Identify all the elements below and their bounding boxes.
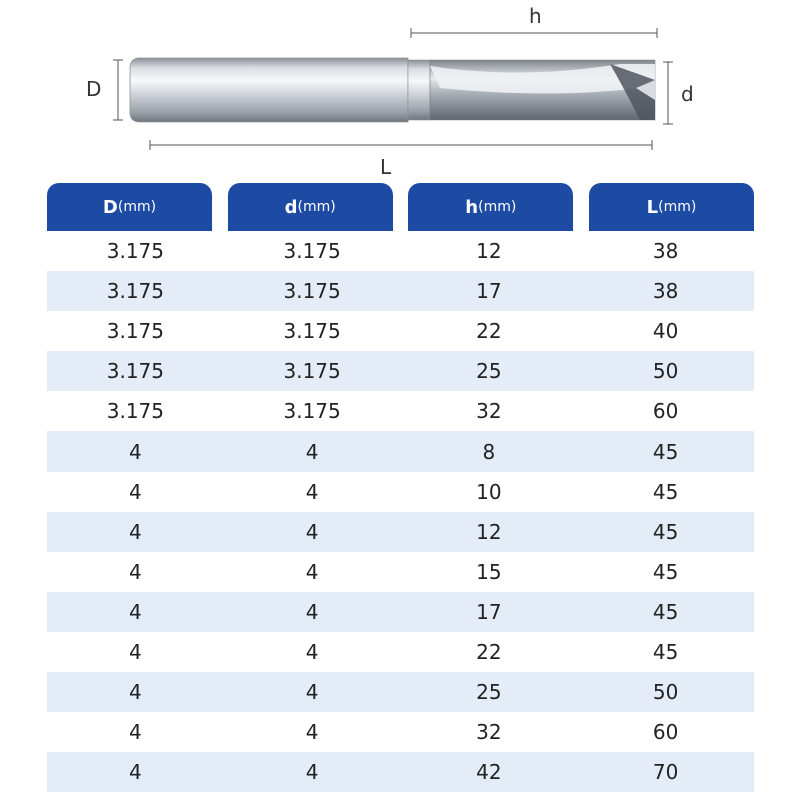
cell-L: 60 [652, 399, 679, 424]
cell-h: 17 [476, 279, 502, 304]
table-row [47, 391, 754, 431]
cell-d: 4 [305, 680, 319, 705]
tool-flute [430, 60, 655, 120]
dimension-h [411, 28, 657, 38]
cell-d: 4 [305, 439, 319, 464]
header-D [47, 183, 212, 231]
header-unit: (mm) [478, 199, 517, 215]
cell-d: 4 [305, 720, 319, 745]
cell-h: 25 [476, 680, 502, 705]
cell-L: 45 [652, 639, 679, 664]
cell-D: 3.175 [106, 359, 164, 384]
cell-h: 15 [476, 559, 502, 584]
cell-d: 4 [305, 479, 319, 504]
header-unit: (mm) [297, 199, 336, 215]
cell-h: 12 [476, 519, 502, 544]
label-L: L [380, 155, 392, 179]
cell-h: 32 [476, 720, 502, 745]
cell-d: 4 [305, 519, 319, 544]
header-unit: (mm) [117, 199, 157, 215]
cell-h: 25 [476, 359, 502, 384]
table-row [47, 552, 754, 592]
tool-neck [408, 60, 430, 120]
header-symbol: L [646, 196, 659, 218]
cell-d: 3.175 [283, 279, 341, 304]
cell-L: 38 [652, 279, 679, 304]
table-row [47, 512, 754, 552]
cell-D: 3.175 [106, 399, 164, 424]
table-row [47, 431, 754, 471]
end-mill-diagram [0, 0, 800, 180]
cell-D: 4 [129, 760, 142, 785]
cell-h: 22 [476, 319, 502, 344]
dimension-D [113, 60, 123, 120]
cell-D: 4 [129, 559, 142, 584]
table-row [47, 311, 754, 351]
header-symbol: d [284, 196, 298, 218]
cell-d: 3.175 [283, 399, 341, 424]
cell-D: 4 [129, 519, 142, 544]
cell-L: 45 [652, 439, 679, 464]
cell-L: 50 [652, 359, 679, 384]
cell-d: 4 [305, 599, 319, 624]
cell-L: 45 [652, 479, 679, 504]
table-row [47, 351, 754, 391]
cell-d: 4 [305, 760, 319, 785]
cell-h: 17 [476, 599, 502, 624]
cell-h: 42 [476, 760, 502, 785]
header-h [408, 183, 573, 231]
table-header [47, 183, 754, 231]
cell-L: 50 [652, 680, 679, 705]
header-d [228, 183, 393, 231]
cell-L: 45 [652, 519, 679, 544]
cell-d: 4 [305, 559, 319, 584]
cell-L: 45 [652, 559, 679, 584]
cell-D: 3.175 [106, 239, 164, 264]
cell-L: 60 [652, 720, 679, 745]
table-row [47, 231, 754, 271]
cell-d: 3.175 [283, 319, 341, 344]
cell-D: 3.175 [106, 319, 164, 344]
cell-D: 4 [129, 639, 142, 664]
label-h: h [529, 4, 542, 28]
header-unit: (mm) [658, 199, 697, 215]
cell-L: 70 [652, 760, 679, 785]
table-row [47, 592, 754, 632]
label-d: d [681, 82, 694, 106]
cell-D: 4 [129, 680, 142, 705]
dimension-L [150, 140, 652, 150]
cell-D: 3.175 [106, 279, 164, 304]
cell-d: 3.175 [283, 239, 341, 264]
cell-D: 4 [129, 479, 142, 504]
table-row [47, 271, 754, 311]
cell-D: 4 [129, 720, 142, 745]
cell-d: 3.175 [283, 359, 341, 384]
header-symbol: D [102, 196, 118, 218]
label-D: D [86, 77, 102, 101]
cell-h: 12 [476, 239, 502, 264]
spec-table [47, 183, 754, 792]
cell-L: 40 [652, 319, 679, 344]
cell-L: 45 [652, 599, 679, 624]
cell-h: 22 [476, 639, 502, 664]
cell-h: 10 [476, 479, 502, 504]
table-row [47, 672, 754, 712]
cell-d: 4 [305, 639, 319, 664]
cell-D: 4 [129, 599, 142, 624]
cell-h: 8 [482, 439, 496, 464]
dimension-d [663, 62, 673, 124]
cell-D: 4 [129, 439, 142, 464]
cell-L: 38 [652, 239, 679, 264]
table-row [47, 752, 754, 792]
header-L [589, 183, 754, 231]
tool-shank [130, 58, 408, 122]
table-row [47, 712, 754, 752]
cell-h: 32 [476, 399, 502, 424]
table-row [47, 472, 754, 512]
header-symbol: h [465, 196, 479, 218]
table-row [47, 632, 754, 672]
